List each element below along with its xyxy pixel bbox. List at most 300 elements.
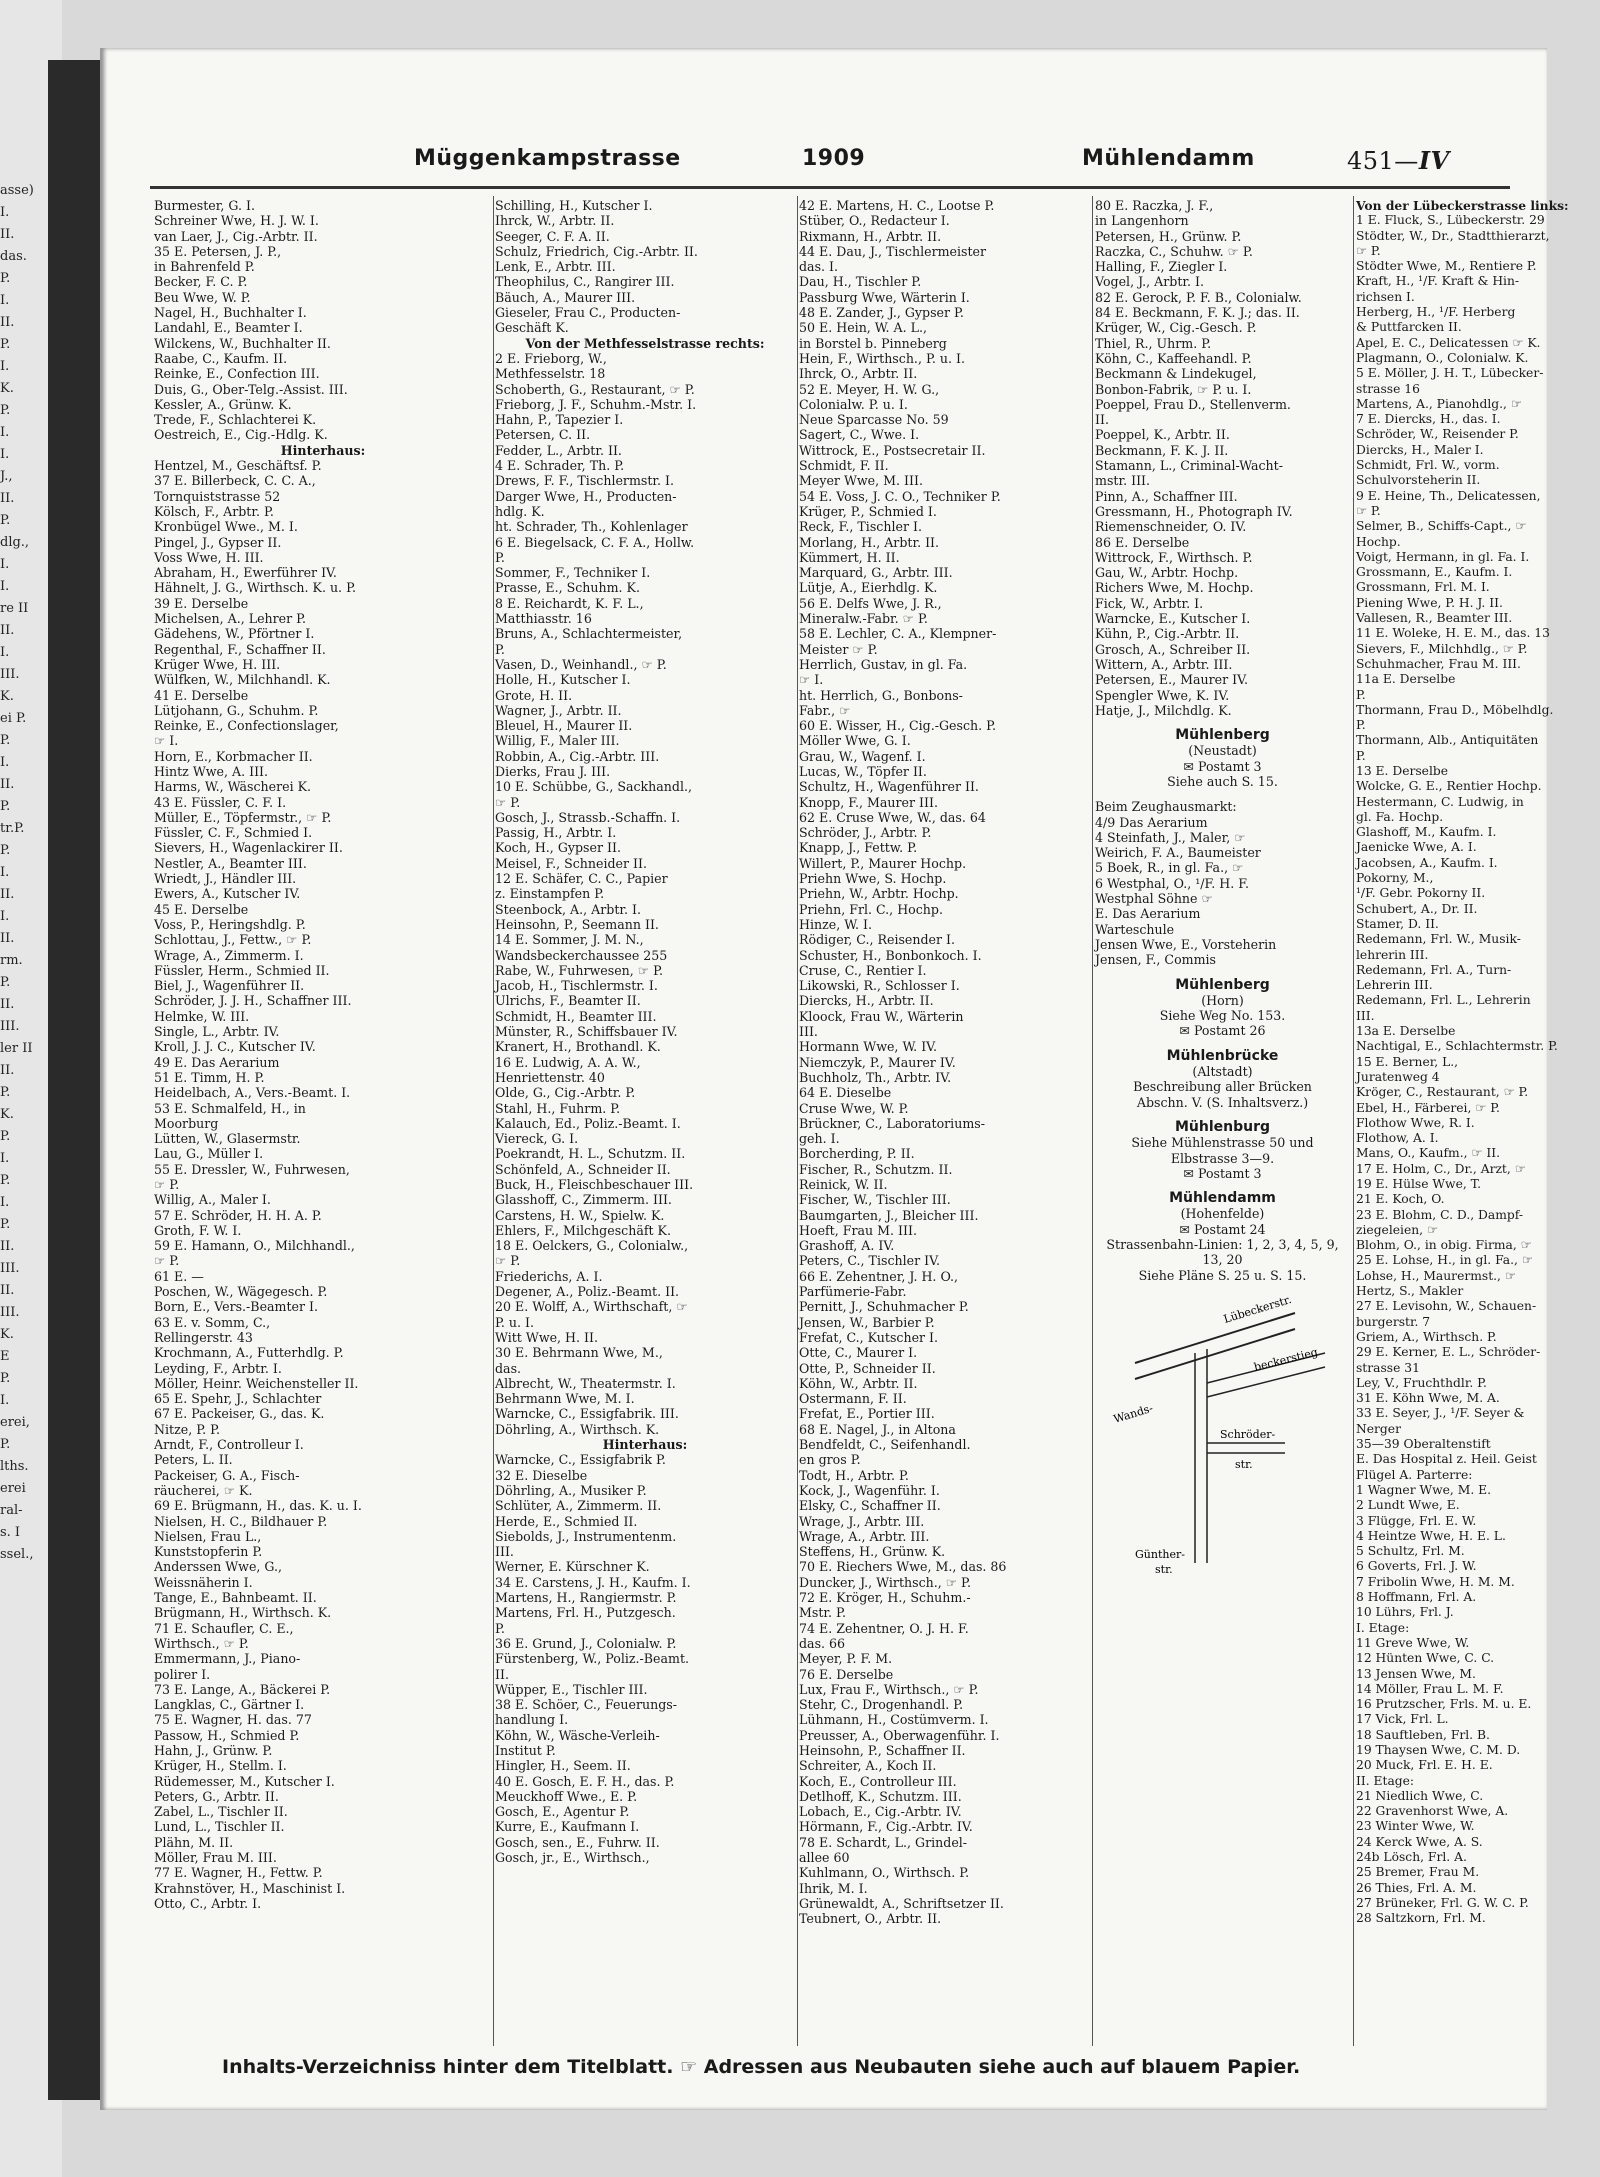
directory-entry: 53 E. Schmalfeld, H., in — [154, 1100, 306, 1116]
directory-entry: Cruse, C., Rentier I. — [799, 962, 927, 978]
street-info-line: ✉ Postamt 24 — [1179, 1221, 1266, 1237]
directory-entry: Herde, E., Schmied II. — [495, 1513, 638, 1529]
directory-entry: 38 E. Schöer, C., Feuerungs- — [495, 1697, 677, 1713]
directory-entry: Ihrck, O., Arbtr. II. — [799, 366, 918, 382]
edge-fragment: P. — [0, 975, 11, 990]
directory-entry: 25 Bremer, Frau M. — [1356, 1865, 1480, 1880]
edge-fragment: P. — [0, 1437, 11, 1452]
directory-entry: Priehn, W., Arbtr. Hochp. — [799, 886, 959, 902]
directory-entry: Knopp, F., Maurer III. — [799, 794, 938, 810]
directory-entry: Warncke, C., Essigfabrik P. — [495, 1452, 666, 1468]
directory-entry: Kraft, H., ¹/F. Kraft & Hin- — [1356, 274, 1520, 289]
directory-entry: Otto, C., Arbtr. I. — [154, 1895, 262, 1911]
directory-entry: 65 E. Spehr, J., Schlachter — [154, 1391, 322, 1407]
directory-entry: 6 Goverts, Frl. J. W. — [1356, 1559, 1477, 1574]
directory-entry: Emmermann, J., Piano- — [154, 1651, 301, 1667]
directory-entry: Nitze, P. P. — [154, 1421, 221, 1437]
directory-entry: Fick, W., Arbtr. I. — [1095, 595, 1204, 611]
directory-entry: Hinterhaus: — [602, 1437, 688, 1453]
edge-fragment: II. — [0, 777, 15, 792]
page-number-value: 451— — [1347, 147, 1419, 175]
directory-entry: Flügel A. Parterre: — [1356, 1467, 1473, 1482]
page-number — [1347, 146, 1450, 175]
directory-entry: 82 E. Gerock, P. F. B., Colonialw. — [1095, 289, 1302, 305]
column-divider — [1092, 196, 1093, 2046]
directory-entry: ¹/F. Gebr. Pokorny II. — [1356, 886, 1486, 901]
directory-entry: Münster, R., Schiffsbauer IV. — [495, 1024, 678, 1040]
edge-fragment: I. — [0, 293, 10, 308]
directory-entry: Fischer, W., Tischler III. — [799, 1192, 951, 1208]
directory-entry: Hentzel, M., Geschäftsf. P. — [154, 458, 322, 474]
directory-entry: Schuster, H., Bonbonkoch. I. — [799, 947, 982, 963]
directory-entry: Blohm, O., in obig. Firma, ☞ — [1356, 1238, 1532, 1253]
directory-entry: Arndt, F., Controlleur I. — [154, 1437, 304, 1453]
directory-entry: 76 E. Derselbe — [799, 1666, 894, 1682]
directory-entry: Seeger, C. F. A. II. — [495, 228, 610, 244]
directory-entry: Redemann, Frl. A., Turn- — [1356, 962, 1512, 977]
directory-entry: 18 Sauftleben, Frl. B. — [1356, 1727, 1490, 1742]
directory-entry: 23 Winter Wwe, W. — [1356, 1819, 1475, 1834]
directory-entry: Geschäft K. — [495, 320, 569, 336]
directory-entry: Kunststopferin P. — [154, 1544, 263, 1560]
directory-entry: Biel, J., Wagenführer II. — [154, 978, 305, 994]
directory-entry: Heidelbach, A., Vers.-Beamt. I. — [154, 1085, 351, 1101]
directory-entry: Wagner, J., Arbtr. II. — [495, 702, 622, 718]
directory-entry: 71 E. Schaufler, C. E., — [154, 1620, 294, 1636]
directory-entry: Grote, H. II. — [495, 687, 573, 703]
directory-entry: Möller, Frau M. III. — [154, 1850, 277, 1866]
directory-entry: 27 E. Levisohn, W., Schauen- — [1356, 1299, 1537, 1314]
directory-entry: Helmke, W. III. — [154, 1008, 250, 1024]
directory-entry: 19 Thaysen Wwe, C. M. D. — [1356, 1742, 1521, 1757]
directory-entry: räucherei, ☞ K. — [154, 1482, 253, 1498]
directory-entry: Parfümerie-Fabr. — [799, 1284, 907, 1300]
directory-entry: Schilling, H., Kutscher I. — [495, 198, 653, 213]
column-2 — [495, 198, 795, 2048]
directory-entry: Schuhmacher, Frau M. III. — [1356, 656, 1521, 671]
directory-entry: Willig, F., Maler III. — [495, 733, 620, 749]
edge-fragment: K. — [0, 381, 14, 396]
directory-entry: Dierks, Frau J. III. — [495, 763, 611, 779]
directory-entry: Olde, G., Cig.-Arbtr. P. — [495, 1085, 636, 1101]
directory-entry: Köhn, W., Arbtr. II. — [799, 1375, 918, 1391]
directory-entry: Hahn, P., Tapezier I. — [495, 412, 624, 428]
directory-entry: Landahl, E., Beamter I. — [154, 320, 303, 336]
edge-fragment: rm. — [0, 953, 23, 968]
street-info-line: Elbstrasse 3—9. — [1170, 1150, 1275, 1166]
directory-entry: 64 E. Dieselbe — [799, 1085, 892, 1101]
edge-fragment: II. — [0, 227, 15, 242]
edge-fragment: erei, — [0, 1415, 30, 1430]
directory-entry: Flothow, A. I. — [1356, 1131, 1439, 1146]
directory-entry: ziegeleien, ☞ — [1356, 1222, 1439, 1237]
directory-entry: Kühn, P., Cig.-Arbtr. II. — [1095, 626, 1240, 642]
directory-entry: 15 E. Berner, L., — [1356, 1054, 1459, 1069]
directory-entry: richsen I. — [1356, 289, 1415, 304]
directory-entry: Ley, V., Fruchthdlr. P. — [1356, 1375, 1487, 1390]
directory-entry: mstr. III. — [1095, 473, 1151, 489]
directory-entry: 51 E. Timm, H. P. — [154, 1069, 265, 1085]
page-section: IV — [1418, 146, 1450, 175]
directory-entry: 19 E. Hülse Wwe, T. — [1356, 1177, 1481, 1191]
edge-fragment: P. — [0, 843, 11, 858]
street-info-line: 4 Steinfath, J., Maler, ☞ — [1095, 829, 1246, 845]
directory-entry: Thormann, Frau D., Möbelhdlg. — [1356, 702, 1554, 717]
directory-entry: Schmidt, F. II. — [799, 458, 889, 474]
directory-entry: Griem, A., Wirthsch. P. — [1356, 1329, 1497, 1344]
directory-entry: Nestler, A., Beamter III. — [154, 855, 307, 871]
directory-entry: 57 E. Schröder, H. H. A. P. — [154, 1207, 322, 1223]
directory-entry: Nachtigal, E., Schlachtermstr. P. — [1356, 1039, 1558, 1054]
header-rule — [150, 186, 1510, 189]
directory-entry: Willert, P., Maurer Hochp. — [799, 855, 967, 871]
edge-fragment: I. — [0, 447, 10, 462]
directory-entry: Plagmann, O., Colonialw. K. — [1356, 350, 1529, 365]
directory-entry: Köhn, C., Kaffeehandl. P. — [1095, 350, 1252, 366]
directory-entry: Theophilus, C., Rangirer III. — [495, 274, 675, 290]
directory-entry: 39 E. Derselbe — [154, 595, 249, 611]
directory-entry: Cruse Wwe, W. P. — [799, 1100, 909, 1116]
directory-entry: Warncke, E., Kutscher I. — [1095, 611, 1251, 627]
directory-entry: Frefat, C., Kutscher I. — [799, 1329, 939, 1345]
directory-entry: Becker, F. C. P. — [154, 274, 248, 290]
directory-entry: Viereck, G. I. — [495, 1131, 579, 1147]
directory-entry: Voss Wwe, H. III. — [154, 549, 264, 565]
directory-entry: P. — [1356, 687, 1366, 702]
directory-entry: Krüger Wwe, H. III. — [154, 656, 281, 672]
directory-entry: burgerstr. 7 — [1356, 1314, 1431, 1329]
directory-entry: allee 60 — [799, 1850, 850, 1866]
directory-entry: Schulz, Friedrich, Cig.-Arbtr. II. — [495, 243, 698, 259]
directory-entry: en gros P. — [799, 1452, 861, 1468]
directory-entry: 67 E. Packeiser, G., das. K. — [154, 1406, 325, 1422]
directory-entry: Born, E., Vers.-Beamter I. — [154, 1299, 318, 1315]
directory-entry: Glashoff, M., Kaufm. I. — [1356, 825, 1497, 840]
directory-entry: Grashoff, A. IV. — [799, 1238, 895, 1254]
header-year: 1909 — [802, 146, 866, 171]
street-heading: Mühlendamm — [1169, 1190, 1276, 1207]
directory-entry: Thiel, R., Uhrm. P. — [1095, 335, 1212, 351]
street-info-line: 13, 20 — [1202, 1252, 1243, 1268]
directory-entry: polirer I. — [154, 1666, 211, 1682]
edge-fragment: II. — [0, 887, 15, 902]
directory-entry: Duncker, J., Wirthsch., ☞ P. — [799, 1574, 971, 1590]
directory-entry: Morlang, H., Arbtr. II. — [799, 534, 940, 550]
directory-entry: 23 E. Blohm, C. D., Dampf- — [1356, 1207, 1524, 1222]
directory-entry: Wrage, A., Zimmerm. I. — [154, 947, 304, 963]
directory-entry: Marquard, G., Arbtr. III. — [799, 565, 953, 581]
edge-fragment: P. — [0, 733, 11, 748]
directory-entry: Grossmann, Frl. M. I. — [1356, 580, 1490, 595]
directory-entry: Nagel, H., Buchhalter I. — [154, 305, 307, 321]
directory-entry: Rixmann, H., Arbtr. II. — [799, 228, 942, 244]
column-divider — [797, 196, 798, 2046]
directory-entry: in Bahrenfeld P. — [154, 259, 255, 275]
directory-entry: II. — [495, 1666, 509, 1682]
directory-entry: ht. Herrlich, G., Bonbons- — [799, 687, 963, 703]
directory-entry: in Langenhorn — [1095, 213, 1189, 229]
directory-entry: Vallesen, R., Beamter III. — [1356, 611, 1513, 626]
directory-entry: Juratenweg 4 — [1356, 1069, 1440, 1084]
directory-entry: Schönfeld, A., Schneider II. — [495, 1161, 671, 1177]
directory-entry: Glasshoff, C., Zimmerm. III. — [495, 1192, 672, 1208]
directory-entry: Schubert, A., Dr. II. — [1356, 901, 1478, 916]
street-map — [1095, 1293, 1350, 1596]
directory-entry: Single, L., Arbtr. IV. — [154, 1024, 280, 1040]
edge-fragment: s. I — [0, 1525, 21, 1540]
directory-entry: P. u. I. — [495, 1314, 535, 1330]
directory-entry: Hintz Wwe, A. III. — [154, 763, 269, 779]
directory-entry: Pinn, A., Schaffner III. — [1095, 488, 1238, 504]
directory-entry: 3 Flügge, Frl. E. W. — [1356, 1513, 1477, 1528]
directory-entry: 10 E. Schübbe, G., Sackhandl., — [495, 779, 692, 795]
directory-entry: Lobach, E., Cig.-Arbtr. IV. — [799, 1804, 962, 1820]
directory-entry: 62 E. Cruse Wwe, W., das. 64 — [799, 809, 986, 825]
directory-entry: Otte, P., Schneider II. — [799, 1360, 936, 1376]
directory-page — [100, 48, 1569, 2110]
directory-entry: Ehlers, F., Milchgeschäft K. — [495, 1222, 671, 1238]
directory-entry: Meisel, F., Schneider II. — [495, 855, 647, 871]
edge-fragment: I. — [0, 205, 10, 220]
directory-entry: Ihrik, M. I. — [799, 1880, 868, 1896]
directory-entry: Martens, Frl. H., Putzgesch. — [495, 1605, 676, 1621]
directory-entry: Passow, H., Schmied P. — [154, 1727, 300, 1743]
directory-entry: Jacobsen, A., Kaufm. I. — [1356, 855, 1498, 870]
directory-entry: ht. Schrader, Th., Kohlenlager — [495, 519, 688, 535]
directory-entry: 16 Prutzscher, Frls. M. u. E. — [1356, 1697, 1532, 1712]
directory-entry: Nielsen, Frau L., — [154, 1528, 262, 1544]
directory-entry: Halling, F., Ziegler I. — [1095, 259, 1228, 275]
directory-entry: ☞ P. — [495, 794, 521, 810]
directory-entry: Wüpper, E., Tischler III. — [495, 1681, 648, 1697]
edge-fragment: ssel., — [0, 1547, 34, 1562]
directory-entry: Mineralw.-Fabr. ☞ P. — [799, 611, 928, 627]
directory-entry: E. Das Hospital z. Heil. Geist — [1356, 1452, 1537, 1467]
directory-entry: 78 E. Schardt, L., Grindel- — [799, 1834, 968, 1850]
directory-entry: Pokorny, M., — [1356, 871, 1434, 886]
directory-entry: Ebel, H., Färberei, ☞ P. — [1356, 1100, 1500, 1115]
directory-entry: & Puttfarcken II. — [1356, 320, 1462, 335]
directory-entry: Wittern, A., Arbtr. III. — [1095, 656, 1233, 672]
directory-entry: 14 E. Sommer, J. M. N., — [495, 932, 644, 948]
directory-entry: Mans, O., Kaufm., ☞ II. — [1356, 1146, 1500, 1161]
directory-entry: Peters, L. II. — [154, 1452, 233, 1468]
directory-entry: Witt Wwe, H. II. — [495, 1329, 599, 1345]
edge-fragment: J., — [0, 469, 13, 484]
directory-entry: Nielsen, H. C., Bildhauer P. — [154, 1513, 328, 1529]
directory-entry: Krüger, W., Cig.-Gesch. P. — [1095, 320, 1257, 336]
directory-entry: Krahnstöver, H., Maschinist I. — [154, 1880, 346, 1896]
directory-entry: Bendfeldt, C., Seifenhandl. — [799, 1437, 971, 1453]
directory-entry: Fedder, L., Arbtr. II. — [495, 442, 622, 458]
directory-entry: Tange, E., Bahnbeamt. II. — [154, 1590, 317, 1606]
directory-entry: handlung I. — [495, 1712, 569, 1728]
edge-fragment: erei — [0, 1481, 26, 1496]
directory-entry: Oestreich, E., Cig.-Hdlg. K. — [154, 427, 328, 443]
directory-entry: 59 E. Hamann, O., Milchhandl., — [154, 1238, 355, 1254]
directory-entry: 45 E. Derselbe — [154, 901, 249, 917]
directory-entry: Gosch, jr., E., Wirthsch., — [495, 1850, 650, 1866]
directory-entry: Teubnert, O., Arbtr. II. — [799, 1911, 942, 1927]
map-label-luebeckerstr: Lübeckerstr. — [1222, 1292, 1293, 1326]
directory-entry: Kronbügel Wwe., M. I. — [154, 519, 298, 535]
column-divider — [493, 196, 494, 2046]
directory-entry: Stödter Wwe, M., Rentiere P. — [1356, 259, 1537, 274]
directory-entry: Wirthsch., ☞ P. — [154, 1635, 249, 1651]
directory-entry: Steenbock, A., Arbtr. I. — [495, 901, 642, 917]
street-info-line: E. Das Aerarium — [1095, 906, 1201, 922]
directory-entry: Krüger, H., Stellm. I. — [154, 1758, 287, 1774]
directory-entry: 49 E. Das Aerarium — [154, 1054, 280, 1070]
directory-entry: Grau, W., Wagenf. I. — [799, 748, 926, 764]
street-info-line: (Altstadt) — [1192, 1064, 1253, 1080]
directory-entry: 33 E. Seyer, J., ¹/F. Seyer & — [1356, 1406, 1525, 1421]
street-info-line: Strassenbahn-Linien: 1, 2, 3, 4, 5, 9, — [1106, 1237, 1339, 1252]
directory-entry: Hatje, J., Milchdlg. K. — [1095, 702, 1232, 718]
directory-entry: Ostermann, F. II. — [799, 1391, 907, 1407]
directory-entry: Wülfken, W., Milchhandl. K. — [154, 672, 331, 688]
directory-entry: Bonbon-Fabrik, ☞ P. u. I. — [1095, 381, 1252, 397]
directory-entry: Nerger — [1356, 1421, 1401, 1436]
directory-entry: Knapp, J., Fettw. P. — [799, 840, 918, 856]
directory-entry: Lehrerin III. — [1356, 978, 1433, 993]
directory-entry: P. — [1356, 718, 1366, 733]
directory-entry: Selmer, B., Schiffs-Capt., ☞ — [1356, 519, 1527, 534]
directory-entry: Leyding, F., Arbtr. I. — [154, 1360, 282, 1376]
directory-entry: Schmidt, Frl. W., vorm. — [1356, 458, 1500, 473]
directory-entry: Heinsohn, P., Schaffner II. — [799, 1742, 966, 1758]
directory-entry: Kröger, C., Restaurant, ☞ P. — [1356, 1085, 1529, 1100]
directory-entry: 11 E. Woleke, H. E. M., das. 13 — [1356, 626, 1550, 641]
street-heading: Mühlenberg — [1175, 727, 1270, 744]
edge-fragment: re II — [0, 601, 29, 616]
directory-entry: Michelsen, A., Lehrer P. — [154, 611, 307, 627]
edge-fragment: III. — [0, 1019, 20, 1034]
directory-entry: Niemczyk, P., Maurer IV. — [799, 1054, 956, 1070]
directory-entry: Beckmann & Lindekugel, — [1095, 366, 1257, 382]
directory-entry: ☞ P. — [495, 1253, 521, 1269]
edge-fragment: K. — [0, 1327, 14, 1342]
directory-entry: Schröder, W., Reisender P. — [1356, 427, 1519, 442]
edge-fragment: P. — [0, 403, 11, 418]
directory-entry: Gau, W., Arbtr. Hochp. — [1095, 565, 1239, 581]
edge-fragment: I. — [0, 557, 10, 572]
directory-entry: Kölsch, F., Arbtr. P. — [154, 503, 274, 519]
directory-entry: Abraham, H., Ewerführer IV. — [154, 565, 337, 581]
column-divider — [1353, 196, 1354, 2046]
directory-entry: Poeppel, K., Arbtr. II. — [1095, 427, 1230, 443]
directory-entry: Hörmann, F., Cig.-Arbtr. IV. — [799, 1819, 973, 1835]
directory-entry: hdlg. K. — [495, 503, 545, 519]
directory-entry: ☞ P. — [154, 1253, 180, 1269]
street-info-block — [1095, 799, 1350, 967]
directory-entry: Lütjohann, G., Schuhm. P. — [154, 702, 319, 718]
street-info-line: Beschreibung aller Brücken — [1133, 1079, 1312, 1095]
directory-entry: Riemenschneider, O. IV. — [1095, 519, 1247, 535]
directory-entry: das. I. — [799, 259, 839, 275]
street-info-line: Abschn. V. (S. Inhaltsverz.) — [1136, 1094, 1309, 1110]
directory-entry: 20 Muck, Frl. E. H. E. — [1356, 1758, 1493, 1773]
directory-entry: Möller Wwe, G. I. — [799, 733, 911, 749]
directory-entry: Von der Methfesselstrasse rechts: — [525, 335, 765, 351]
directory-entry: Kalauch, Ed., Poliz.-Beamt. I. — [495, 1115, 681, 1131]
directory-entry: 13 Jensen Wwe, M. — [1356, 1666, 1476, 1681]
street-info-line: ✉ Postamt 26 — [1179, 1023, 1266, 1039]
directory-entry: III. — [495, 1544, 514, 1560]
directory-entry: Köhn, W., Wäsche-Verleih- — [495, 1727, 660, 1743]
directory-entry: Willig, A., Maler I. — [154, 1192, 271, 1208]
page-footer: Inhalts-Verzeichniss hinter dem Titelblatt. ☞ Adressen aus Neubauten siehe auch auf blauem Papier. — [222, 2056, 1301, 2078]
directory-entry: 14 Möller, Frau L. M. F. — [1356, 1681, 1504, 1696]
directory-entry: Gosch, E., Agentur P. — [495, 1804, 630, 1820]
street-info-block — [1095, 1191, 1350, 1283]
directory-entry: Müller, E., Töpfermstr., ☞ P. — [154, 809, 332, 825]
directory-entry: 60 E. Wisser, H., Cig.-Gesch. P. — [799, 718, 997, 734]
directory-entry: Poekrandt, H. L., Schutzm. II. — [495, 1146, 686, 1162]
directory-entry: 69 E. Brügmann, H., das. K. u. I. — [154, 1498, 362, 1514]
street-map-drawing — [1095, 1293, 1345, 1593]
directory-entry: Rabe, W., Fuhrwesen, ☞ P. — [495, 962, 664, 978]
edge-fragment: I. — [0, 865, 10, 880]
directory-entry: 56 E. Delfs Wwe, J. R., — [799, 595, 942, 611]
directory-entry: Hoeft, Frau M. III. — [799, 1222, 917, 1238]
directory-entry: strasse 16 — [1356, 381, 1420, 396]
directory-entry: Frefat, E., Portier III. — [799, 1406, 935, 1422]
directory-entry: Grünewaldt, A., Schriftsetzer II. — [799, 1895, 1004, 1911]
directory-entry: Fischer, R., Schutzm. II. — [799, 1161, 953, 1177]
edge-fragment: E — [0, 1349, 10, 1364]
directory-entry: Schreiter, A., Koch II. — [799, 1758, 937, 1774]
directory-entry: Friederichs, A. I. — [495, 1268, 603, 1284]
directory-entry: Wrage, J., Arbtr. III. — [799, 1513, 925, 1529]
directory-entry: 54 E. Voss, J. C. O., Techniker P. — [799, 488, 1001, 504]
directory-entry: Duis, G., Ober-Telg.-Assist. III. — [154, 381, 348, 397]
edge-fragment: I. — [0, 1195, 10, 1210]
directory-entry: Sagert, C., Wwe. I. — [799, 427, 920, 443]
directory-entry: Wilckens, W., Buchhalter II. — [154, 335, 331, 351]
street-info-line: ✉ Postamt 3 — [1183, 758, 1262, 774]
edge-fragment: II. — [0, 1239, 15, 1254]
directory-entry: Lütten, W., Glasermstr. — [154, 1131, 301, 1147]
directory-entry: Behrmann Wwe, M. I. — [495, 1391, 635, 1407]
map-label-str: str. — [1235, 1457, 1253, 1471]
directory-entry: 72 E. Kröger, H., Schuhm.- — [799, 1590, 971, 1606]
directory-entry: Meuckhoff Wwe., E. P. — [495, 1788, 638, 1804]
edge-fragment: II. — [0, 1283, 15, 1298]
directory-entry: Reinke, E., Confectionslager, — [154, 718, 339, 734]
directory-entry: 22 Gravenhorst Wwe, A. — [1356, 1804, 1509, 1819]
directory-entry: Heinsohn, P., Seemann II. — [495, 916, 659, 932]
directory-entry: Redemann, Frl. W., Musik- — [1356, 932, 1521, 947]
directory-entry: Darger Wwe, H., Producten- — [495, 488, 677, 504]
edge-fragment: II. — [0, 931, 15, 946]
column-3 — [799, 198, 1089, 2048]
directory-entry: P. — [495, 549, 505, 565]
street-info-line: 5 Boek, R., in gl. Fa., ☞ — [1095, 860, 1244, 876]
directory-entry: das. — [495, 1360, 522, 1376]
street-info-line: Beim Zeughausmarkt: — [1095, 799, 1237, 815]
street-info-line: (Neustadt) — [1188, 743, 1257, 759]
directory-entry: 52 E. Meyer, H. W. G., — [799, 381, 940, 397]
directory-entry: Trede, F., Schlachterei K. — [154, 412, 317, 428]
edge-fragment: II. — [0, 315, 15, 330]
directory-entry: Mstr. P. — [799, 1605, 846, 1621]
directory-entry: Dau, H., Tischler P. — [799, 274, 922, 290]
directory-entry: Schulvorsteherin II. — [1356, 473, 1481, 488]
directory-entry: 8 E. Reichardt, K. F. L., — [495, 595, 644, 611]
edge-fragment: P. — [0, 337, 11, 352]
edge-fragment: I. — [0, 359, 10, 374]
